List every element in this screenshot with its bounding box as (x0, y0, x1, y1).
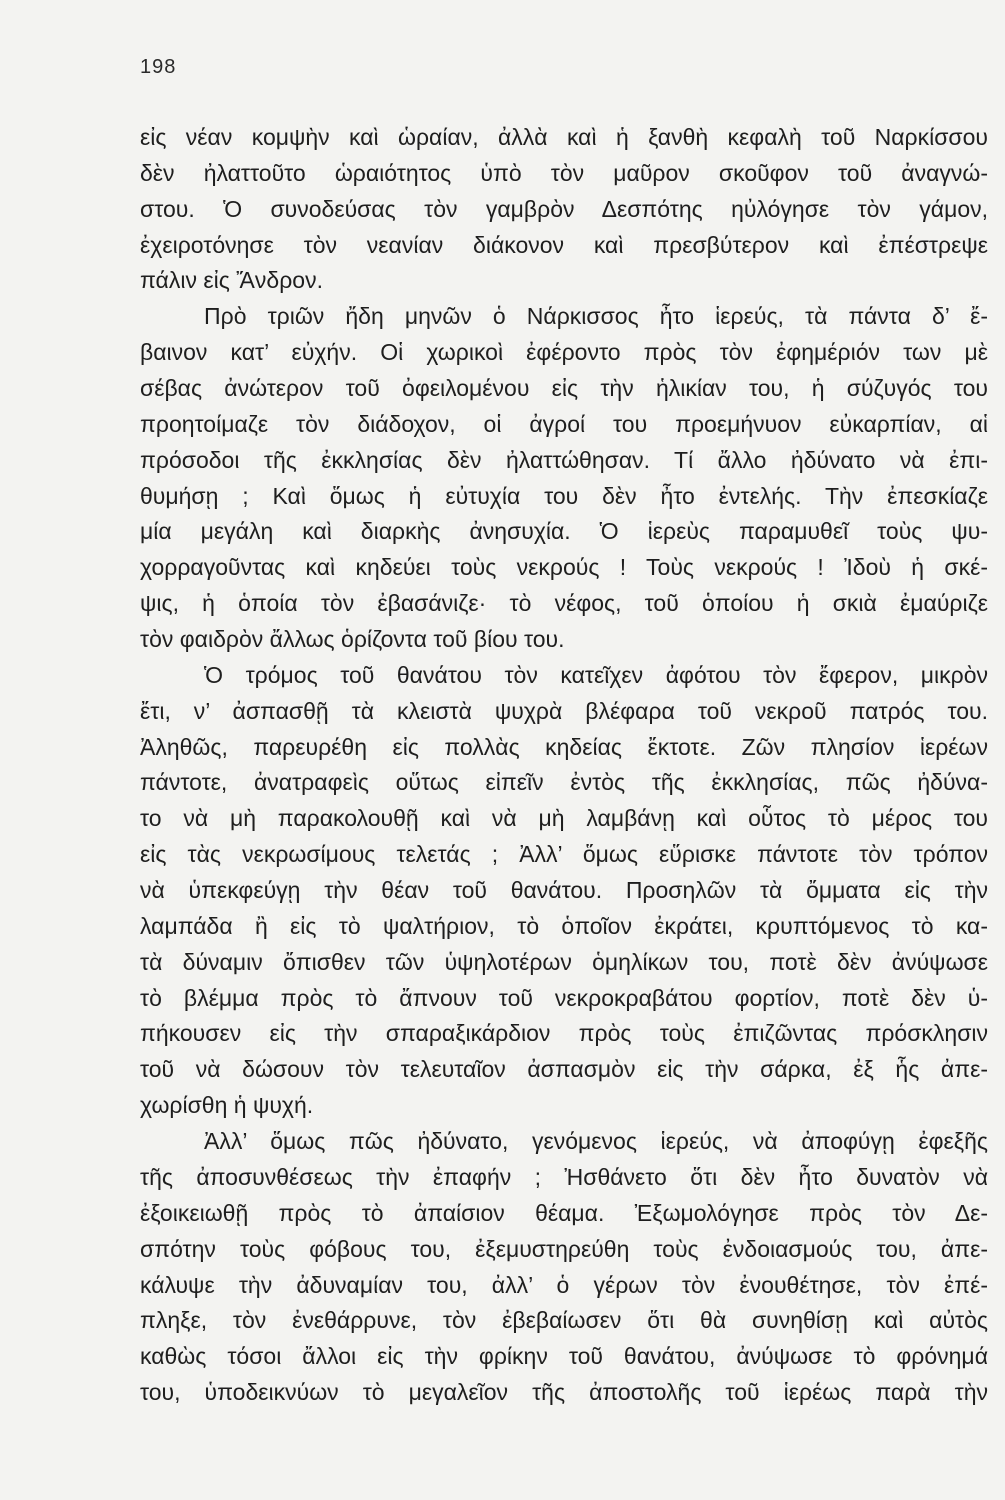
body-text (140, 120, 988, 1411)
text-line: δὲν ἠλαττοῦτο ὡραιότητος ὑπὸ τὸν μαῦρον σκοῦφον τοῦ ἀναγνώ- (140, 159, 988, 186)
text-line: εἰς τὰς νεκρωσίμους τελετάς ; Ἀλλ’ ὅμως εὕρισκε πάντοτε τὸν τρόπον (140, 841, 988, 868)
text-line: πάλιν εἰς Ἄνδρον. (140, 267, 323, 294)
paragraph (140, 1124, 988, 1411)
paragraph (140, 658, 988, 1124)
text-line: ἐχειροτόνησε τὸν νεανίαν διάκονον καὶ πρεσβύτερον καὶ ἐπέστρεψε (140, 231, 988, 258)
text-line: πληξε, τὸν ἐνεθάρρυνε, τὸν ἐβεβαίωσεν ὅτι θὰ συνηθίσῃ καὶ αὐτὸς (140, 1307, 988, 1334)
text-line: Ὁ τρόμος τοῦ θανάτου τὸν κατεῖχεν ἀφότου τὸν ἔφερον, μικρὸν (204, 661, 988, 688)
text-line: λαμπάδα ἢ εἰς τὸ ψαλτήριον, τὸ ὁποῖον ἐκράτει, κρυπτόμενος τὸ κα- (140, 912, 988, 939)
text-line: πήκουσεν εἰς τὴν σπαραξικάρδιον πρὸς τοὺς ἐπιζῶντας πρόσκλησιν (140, 1020, 988, 1047)
text-line: Ἀληθῶς, παρευρέθη εἰς πολλὰς κηδείας ἔκτοτε. Ζῶν πλησίον ἱερέων (140, 733, 988, 760)
paragraph (140, 299, 988, 658)
page-number: 198 (140, 56, 177, 78)
text-line: μία μεγάλη καὶ διαρκὴς ἀνησυχία. Ὁ ἱερεὺς παραμυθεῖ τοὺς ψυ- (140, 518, 988, 545)
text-line: θυμήσῃ ; Καὶ ὅμως ἡ εὐτυχία του δὲν ἦτο ἐντελής. Τὴν ἐπεσκίαζε (140, 482, 988, 509)
text-line: καθὼς τόσοι ἄλλοι εἰς τὴν φρίκην τοῦ θανάτου, ἀνύψωσε τὸ φρόνημά (140, 1343, 988, 1370)
text-line: Ἀλλ’ ὅμως πῶς ἠδύνατο, γενόμενος ἱερεύς, νὰ ἀποφύγῃ ἐφεξῆς (204, 1128, 988, 1155)
text-line: τὰ δύναμιν ὄπισθεν τῶν ὑψηλοτέρων ὁμηλίκων του, ποτὲ δὲν ἀνύψωσε (140, 948, 988, 975)
paragraph (140, 120, 988, 299)
text-line: χωρίσθη ἡ ψυχή. (140, 1092, 314, 1119)
text-line: του, ὑποδεικνύων τὸ μεγαλεῖον τῆς ἀποστολῆς τοῦ ἱερέως παρὰ τὴν (140, 1379, 988, 1406)
text-line: εἰς νέαν κομψὴν καὶ ὡραίαν, ἀλλὰ καὶ ἡ ξανθὴ κεφαλὴ τοῦ Ναρκίσσου (140, 124, 988, 150)
text-line: ἔτι, ν’ ἀσπασθῇ τὰ κλειστὰ ψυχρὰ βλέφαρα τοῦ νεκροῦ πατρός του. (140, 697, 988, 724)
text-line: τοῦ νὰ δώσουν τὸν τελευταῖον ἀσπασμὸν εἰς τὴν σάρκα, ἐξ ἧς ἀπε- (140, 1056, 988, 1083)
text-line: σπότην τοὺς φόβους του, ἐξεμυστηρεύθη τοὺς ἐνδοιασμούς του, ἀπε- (140, 1235, 988, 1262)
text-line: κάλυψε τὴν ἀδυναμίαν του, ἀλλ’ ὁ γέρων τὸν ἐνουθέτησε, τὸν ἐπέ- (140, 1271, 988, 1298)
text-line: σέβας ἀνώτερον τοῦ ὀφειλομένου εἰς τὴν ἡλικίαν του, ἡ σύζυγός του (140, 375, 988, 402)
text-line: πάντοτε, ἀνατραφεὶς οὕτως εἰπεῖν ἐντὸς τῆς ἐκκλησίας, πῶς ἠδύνα- (140, 769, 988, 796)
text-line: τὸ βλέμμα πρὸς τὸ ἄπνουν τοῦ νεκροκραβάτου φορτίον, ποτὲ δὲν ὑ- (140, 984, 988, 1011)
text-line: προητοίμαζε τὸν διάδοχον, οἱ ἀγροί του προεμήνυον εὐκαρπίαν, αἱ (140, 410, 988, 437)
text-line: το νὰ μὴ παρακολουθῇ καὶ νὰ μὴ λαμβάνῃ καὶ οὗτος τὸ μέρος του (140, 805, 988, 832)
text-line: στου. Ὁ συνοδεύσας τὸν γαμβρὸν Δεσπότης ηὐλόγησε τὸν γάμον, (140, 195, 988, 222)
text-line: ἐξοικειωθῇ πρὸς τὸ ἀπαίσιον θέαμα. Ἐξωμολόγησε πρὸς τὸν Δε- (140, 1199, 988, 1226)
text-line: Πρὸ τριῶν ἤδη μηνῶν ὁ Νάρκισσος ἦτο ἱερεύς, τὰ πάντα δ’ ἔ- (204, 303, 988, 330)
text-line: πρόσοδοι τῆς ἐκκλησίας δὲν ἠλαττώθησαν. Τί ἄλλο ἠδύνατο νὰ ἐπι- (140, 446, 988, 473)
text-line: τῆς ἀποσυνθέσεως τὴν ἐπαφήν ; Ἠσθάνετο ὅτι δὲν ἦτο δυνατὸν νὰ (140, 1163, 988, 1190)
text-line: ψις, ἡ ὁποία τὸν ἐβασάνιζε· τὸ νέφος, τοῦ ὁποίου ἡ σκιὰ ἐμαύριζε (140, 590, 988, 617)
text-line: νὰ ὑπεκφεύγῃ τὴν θέαν τοῦ θανάτου. Προσηλῶν τὰ ὄμματα εἰς τὴν (140, 877, 988, 904)
text-line: βαινον κατ’ εὐχήν. Οἱ χωρικοὶ ἐφέροντο πρὸς τὸν ἐφημέριόν των μὲ (140, 339, 988, 366)
text-line: χορραγοῦντας καὶ κηδεύει τοὺς νεκρούς ! Τοὺς νεκρούς ! Ἰδοὺ ἡ σκέ- (140, 554, 988, 581)
text-line: τὸν φαιδρὸν ἄλλως ὁρίζοντα τοῦ βίου του. (140, 626, 565, 653)
